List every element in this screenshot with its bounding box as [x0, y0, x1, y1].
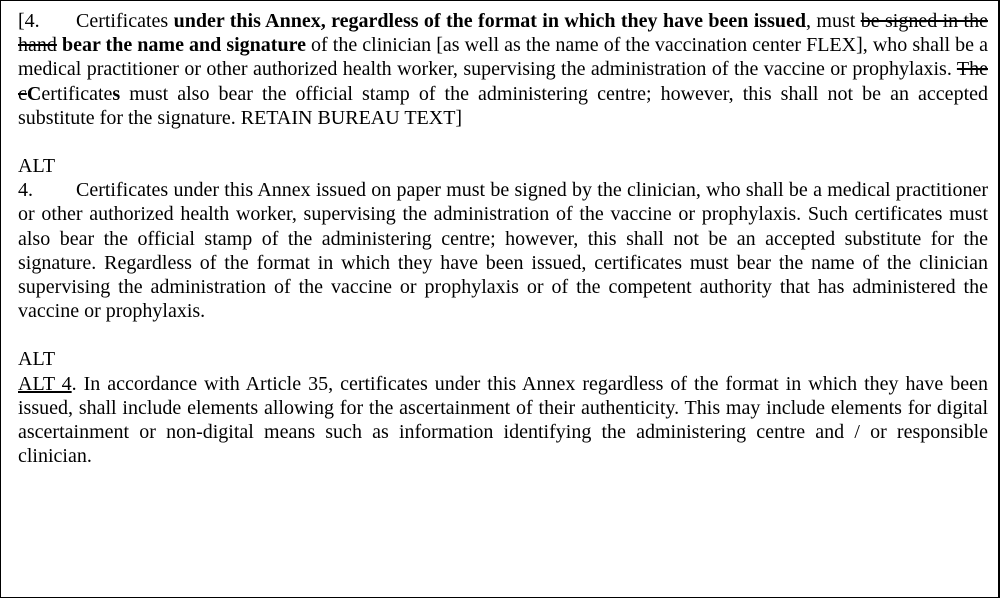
text-run: ertificate: [41, 82, 113, 105]
text-run: Certificates: [76, 10, 174, 32]
inserted-bold-text: bear the name and signature: [61, 34, 306, 57]
paragraph-spacer: [18, 130, 988, 154]
inserted-bold-text: C: [26, 82, 42, 105]
paragraph-number: 4.: [18, 179, 33, 202]
paragraph-number: [4.: [18, 10, 40, 32]
deleted-strikethrough-text: The c: [18, 58, 988, 105]
paragraph-alt-4: [18, 178, 988, 323]
inserted-bold-text: s: [112, 82, 121, 105]
inserted-bold-text: under this Annex, regardless of the format in which they have been issued: [173, 10, 806, 32]
text-run: of the clinician [as well as the name of the vaccination center FLEX], who shall be a medical practitioner or other authorized health worker, supervising the administration of the vaccine or prophylaxis.: [18, 34, 988, 81]
paragraph-bracketed-4: [18, 9, 988, 130]
text-run: must also bear the official stamp of the administering centre; however, this shall not be an accepted substitute for the signature. RETAIN BUREAU TEXT]: [18, 82, 988, 129]
paragraph-alt-4-article-35: [18, 372, 988, 469]
alt-label: ALT: [18, 155, 56, 178]
paragraph-text: . In accordance with Article 35, certificates under this Annex regardless of the format in which they have been issued, shall include elements allowing for the ascertainment of their authenticity. This may include elements for digital ascertainment or non-digital means such as information identifying the administering centre and / or responsible clinician.: [18, 372, 988, 468]
text-run: , must: [806, 10, 861, 32]
paragraph-spacer: [18, 323, 988, 347]
alt-label: ALT: [18, 348, 56, 371]
paragraph-text: Certificates under this Annex issued on paper must be signed by the clinician, who shall be a medical practitioner or other authorized health worker, supervising the administration of the vaccine or prophylaxis. Such certificates must also bear the official stamp of the administering centre; however, this shall not be an accepted substitute for the signature. Regardless of the format in which they have been issued, certificates must bear the name of the clinician supervising the administration of the vaccine or prophylaxis or of the competent authority that has administered the vaccine or prophylaxis.: [18, 179, 988, 323]
deleted-strikethrough-text: be signed in the hand: [18, 10, 988, 57]
underlined-alt-label: ALT 4: [18, 372, 72, 395]
